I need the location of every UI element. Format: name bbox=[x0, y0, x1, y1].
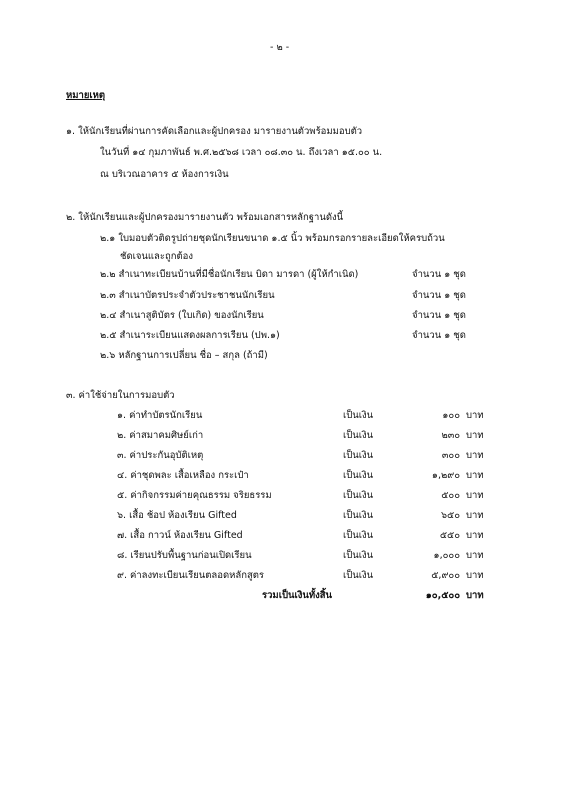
fee-label: ๗. เสื้อ กาวน์ ห้องเรียน Gifted bbox=[117, 530, 243, 541]
fee-unit: บาท bbox=[466, 490, 484, 501]
fee-word: เป็นเงิน bbox=[343, 410, 374, 421]
fee-label: ๘. เรียนปรับพื้นฐานก่อนเปิดเรียน bbox=[117, 550, 252, 561]
total-label: รวมเป็นเงินทั้งสิ้น bbox=[262, 590, 333, 601]
fee-word: เป็นเงิน bbox=[343, 530, 374, 541]
fee-unit: บาท bbox=[466, 470, 484, 481]
total-amount: ๑๐,๕๐๐ bbox=[425, 590, 460, 601]
section2-item1-line1: ๒.๑ ใบมอบตัวติดรูปถ่ายชุดนักเรียนขนาด ๑.๕ นิ้ว พร้อมกรอกรายละเอียดให้ครบถ้วน bbox=[100, 233, 445, 244]
section1-title: ๑. ให้นักเรียนที่ผ่านการคัดเลือกและผู้ปกครอง มารายงานตัวพร้อมมอบตัว bbox=[66, 126, 363, 137]
fee-label: ๓. ค่าประกันอุบัติเหตุ bbox=[117, 450, 204, 461]
fee-unit: บาท bbox=[466, 510, 484, 521]
fee-label: ๔. ค่าชุดพละ เสื้อเหลือง กระเป๋า bbox=[117, 470, 249, 481]
section2-item-qty: จำนวน ๑ ชุด bbox=[412, 290, 466, 301]
section2-item-label: ๒.๓ สำเนาบัตรประจำตัวประชาชนนักเรียน bbox=[100, 290, 275, 301]
section2-item-qty: จำนวน ๑ ชุด bbox=[412, 310, 466, 321]
fee-word: เป็นเงิน bbox=[343, 570, 374, 581]
section1-date-line: ในวันที่ ๑๔ กุมภาพันธ์ พ.ศ.๒๕๖๘ เวลา ๐๘.๓๐ น. ถึงเวลา ๑๕.๐๐ น. bbox=[100, 147, 383, 158]
fee-unit: บาท bbox=[466, 530, 484, 541]
fee-unit: บาท bbox=[466, 550, 484, 561]
fee-amount: ๕,๙๐๐ bbox=[431, 570, 460, 581]
fee-amount: ๓๐๐ bbox=[441, 450, 460, 461]
fee-amount: ๑๐๐ bbox=[442, 410, 460, 421]
section2-item6: ๒.๖ หลักฐานการเปลี่ยน ชื่อ – สกุล (ถ้ามี) bbox=[100, 350, 268, 361]
fee-word: เป็นเงิน bbox=[343, 450, 374, 461]
remarks-heading: หมายเหตุ bbox=[66, 90, 106, 101]
fee-unit: บาท bbox=[466, 410, 484, 421]
fee-label: ๙. ค่าลงทะเบียนเรียนตลอดหลักสูตร bbox=[117, 570, 265, 581]
fee-word: เป็นเงิน bbox=[343, 550, 374, 561]
section2-item-label: ๒.๕ สำเนาระเบียนแสดงผลการเรียน (ปพ.๑) bbox=[100, 330, 280, 341]
section2-item-label: ๒.๒ สำเนาทะเบียนบ้านที่มีชื่อนักเรียน บิดา มารดา (ผู้ให้กำเนิด) bbox=[100, 269, 359, 280]
fee-amount: ๑,๒๙๐ bbox=[431, 470, 460, 481]
section2-item-qty: จำนวน ๑ ชุด bbox=[412, 269, 466, 280]
fee-unit: บาท bbox=[466, 570, 484, 581]
section2-item-label: ๒.๔ สำเนาสูติบัตร (ใบเกิด) ของนักเรียน bbox=[100, 310, 264, 321]
page-number: - ๒ - bbox=[270, 42, 290, 53]
fee-word: เป็นเงิน bbox=[343, 430, 374, 441]
fee-amount: ๑,๐๐๐ bbox=[433, 550, 460, 561]
fee-amount: ๖๕๐ bbox=[440, 510, 460, 521]
fee-label: ๖. เสื้อ ช้อป ห้องเรียน Gifted bbox=[117, 510, 237, 521]
fee-unit: บาท bbox=[466, 430, 484, 441]
section2-item1-line2: ชัดเจนและถูกต้อง bbox=[120, 251, 193, 262]
fee-label: ๕. ค่ากิจกรรมค่ายคุณธรรม จริยธรรม bbox=[117, 490, 272, 501]
section2-title: ๒. ให้นักเรียนและผู้ปกครองมารายงานตัว พร้อมเอกสารหลักฐานดังนี้ bbox=[66, 212, 344, 223]
section1-location-line: ณ บริเวณอาคาร ๕ ห้องการเงิน bbox=[100, 169, 229, 180]
total-unit: บาท bbox=[466, 590, 484, 601]
fee-word: เป็นเงิน bbox=[343, 490, 374, 501]
fee-word: เป็นเงิน bbox=[343, 510, 374, 521]
fee-unit: บาท bbox=[466, 450, 484, 461]
section3-title: ๓. ค่าใช้จ่ายในการมอบตัว bbox=[66, 390, 175, 401]
fee-amount: ๕๐๐ bbox=[441, 490, 460, 501]
fee-label: ๒. ค่าสมาคมศิษย์เก่า bbox=[117, 430, 204, 441]
fee-amount: ๒๓๐ bbox=[441, 430, 460, 441]
section2-item-qty: จำนวน ๑ ชุด bbox=[412, 330, 466, 341]
fee-amount: ๕๕๐ bbox=[439, 530, 460, 541]
fee-label: ๑. ค่าทำบัตรนักเรียน bbox=[117, 410, 203, 421]
fee-word: เป็นเงิน bbox=[343, 470, 374, 481]
